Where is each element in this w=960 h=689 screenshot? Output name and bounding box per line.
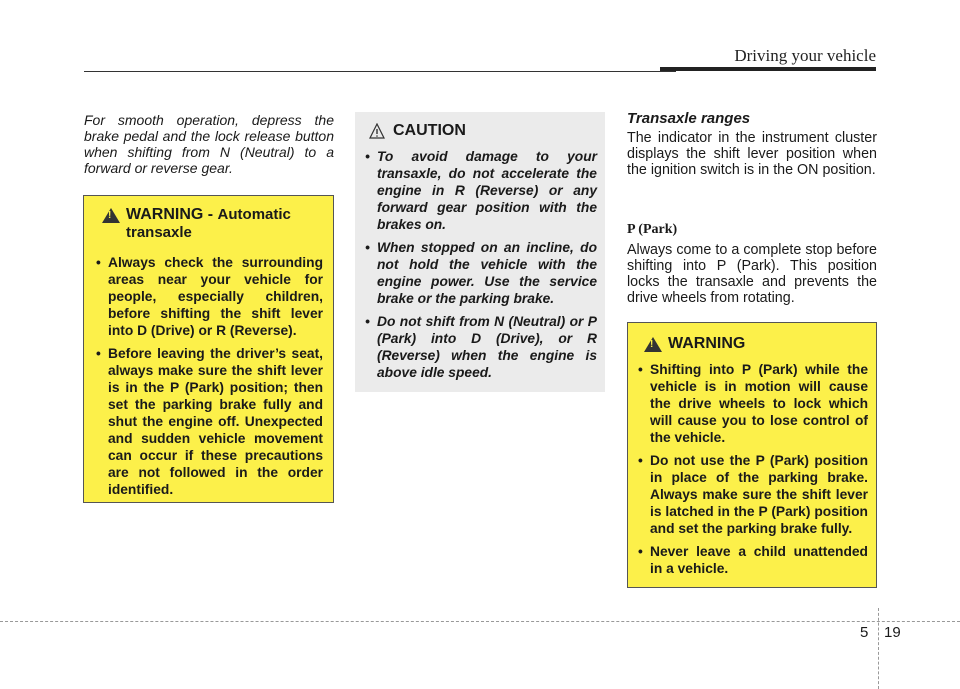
page-number: 19 <box>884 624 901 641</box>
warning-box-park <box>627 322 877 588</box>
park-paragraph: Always come to a complete stop before shifting into P (Park). This position locks the transaxle and prevents the drive wheels from rotating. <box>627 242 877 306</box>
list-item: • When stopped on an incline, do not hold the vehicle with the engine power. Use the service brake or the parking brake. <box>361 239 597 307</box>
warning-heading <box>644 335 868 353</box>
caution-title: CAUTION <box>393 122 466 139</box>
intro-paragraph: For smooth operation, depress the brake pedal and the lock release button when shifting from N (Neutral) to a forward or reverse gear. <box>84 112 334 176</box>
chapter-number: 5 <box>860 624 869 641</box>
caution-heading <box>369 122 597 140</box>
caution-icon <box>369 123 385 139</box>
warning-heading <box>102 206 323 242</box>
page-number-separator <box>878 608 879 689</box>
page-header-title: Driving your vehicle <box>734 46 876 65</box>
list-item: • Before leaving the driver’s seat, always make sure the shift lever is in the P (Park) position; then set the parking brake fully and shut the engine off. Unexpected and sudden vehicle movement can occur if these precautions are not followed in the order identified. <box>92 345 323 498</box>
list-item: • To avoid damage to your transaxle, do not accelerate the engine in R (Reverse) or any forward gear position with the brakes on. <box>361 148 597 233</box>
list-item: • Do not shift from N (Neutral) or P (Park) into D (Drive), or R (Reverse) when the engine is above idle speed. <box>361 313 597 381</box>
warning-list <box>92 254 323 498</box>
warning-box-automatic <box>83 195 334 503</box>
section-heading: Transaxle ranges <box>627 110 751 127</box>
list-item: • Shifting into P (Park) while the vehicle is in motion will cause the drive wheels to lock which will cause you to lose control of the vehicle. <box>634 361 868 446</box>
list-item: • Always check the surrounding areas near your vehicle for people, especially children, before shifting the shift lever into D (Drive) or R (Reverse). <box>92 254 323 339</box>
header-rule-accent <box>660 67 876 71</box>
warning-title: WARNING <box>668 335 746 352</box>
park-subheading: P (Park) <box>627 222 678 237</box>
list-item: • Never leave a child unattended in a vehicle. <box>634 543 868 577</box>
list-item: • Do not use the P (Park) position in place of the parking brake. Always make sure the shift lever is latched in the P (Park) position and set the parking brake fully. <box>634 452 868 537</box>
warning-label: WARNING - <box>126 206 218 223</box>
warning-list <box>634 361 868 577</box>
footer-dashed-rule <box>0 621 960 622</box>
warning-title: Automatic transaxle <box>126 206 291 241</box>
transaxle-paragraph: The indicator in the instrument cluster displays the shift lever position when the ignition switch is in the ON position. <box>627 130 877 178</box>
caution-list <box>361 148 597 381</box>
header-rule <box>84 71 676 72</box>
warning-icon <box>644 337 662 352</box>
caution-box <box>355 112 605 392</box>
warning-icon <box>102 208 120 223</box>
